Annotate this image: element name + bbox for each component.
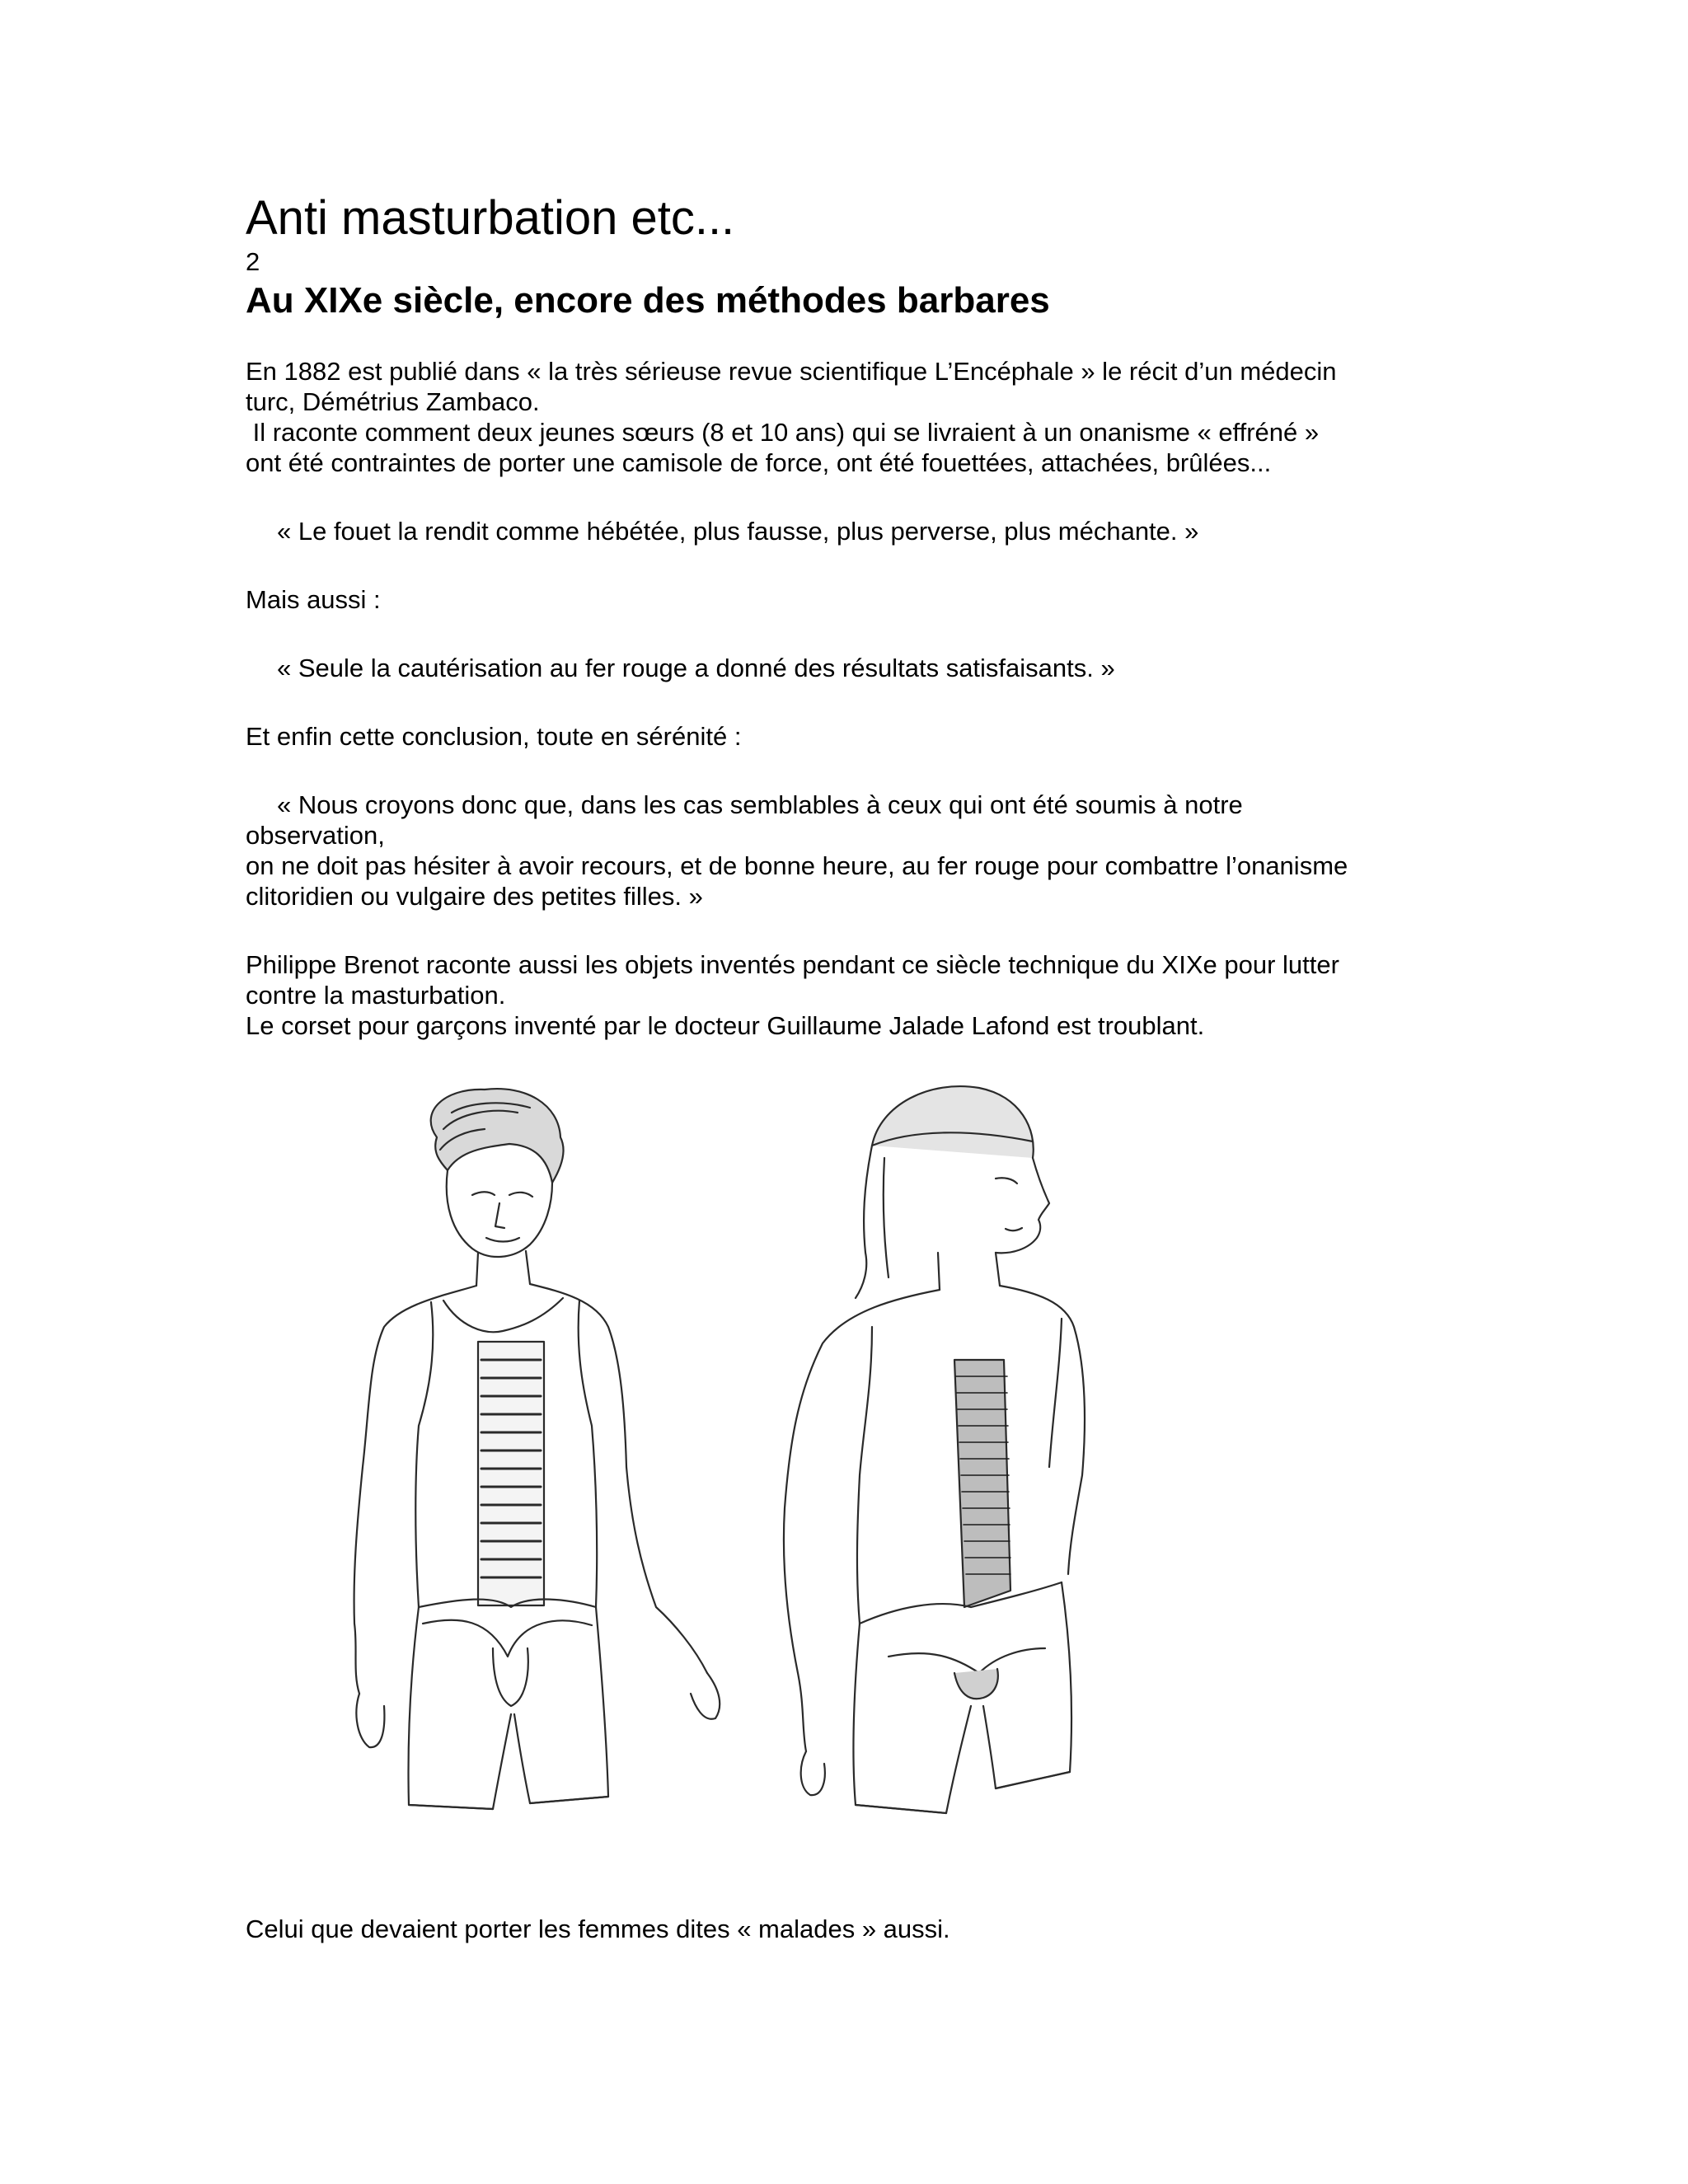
quote-line: on ne doit pas hésiter à avoir recours, et de bonne heure, au fer rouge pour combattre l’onanisme [246,851,1348,880]
male-corset-engraving [246,1080,740,1887]
document-body [246,190,1449,1041]
quote-line: « Nous croyons donc que, dans les cas semblables à ceux qui ont été soumis à notre [277,790,1243,819]
section-heading: Au XIXe siècle, encore des méthodes barbares [246,280,1050,321]
transition-text: Et enfin cette conclusion, toute en sérénité : [246,722,742,751]
quote-cauterization: « Seule la cautérisation au fer rouge a donné des résultats satisfaisants. » [277,654,1115,682]
paragraph-line: En 1882 est publié dans « la très sérieuse revue scientifique L’Encéphale » le récit d’un médecin [246,357,1337,386]
paragraph-intro [246,356,1449,478]
transition-text: Mais aussi : [246,585,381,614]
engravings [246,1080,1202,1896]
paragraph-line: Le corset pour garçons inventé par le docteur Guillaume Jalade Lafond est troublant. [246,1011,1205,1040]
document-title: Anti masturbation etc... [246,191,735,245]
page-number: 2 [246,247,260,276]
paragraph-line: Philippe Brenot raconte aussi les objets inventés pendant ce siècle technique du XIXe pour lutter [246,950,1339,979]
quote-line: clitoridien ou vulgaire des petites filles. » [246,882,703,911]
paragraph-line: contre la masturbation. [246,981,506,1010]
paragraph-line: Il raconte comment deux jeunes sœurs (8 et 10 ans) qui se livraient à un onanisme « effréné » [246,418,1320,447]
paragraph-inventions [246,949,1449,1041]
paragraph-line: turc, Démétrius Zambaco. [246,387,540,416]
quote-line: observation, [246,821,385,850]
figure-caption: Celui que devaient porter les femmes dites « malades » aussi. [246,1915,950,1943]
female-corset-engraving [748,1080,1202,1887]
quote-whip: « Le fouet la rendit comme hébétée, plus fausse, plus perverse, plus méchante. » [277,517,1199,546]
quote-conclusion [246,790,1449,912]
paragraph-line: ont été contraintes de porter une camisole de force, ont été fouettées, attachées, brûlées... [246,448,1272,477]
